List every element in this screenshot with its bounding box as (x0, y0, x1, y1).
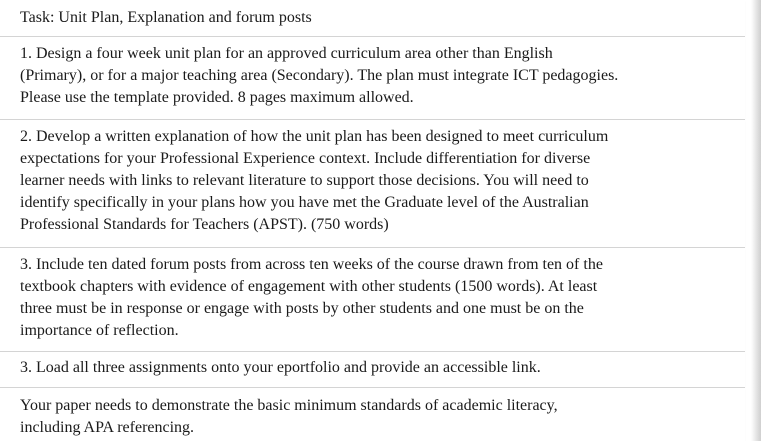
item-2-line-5: Professional Standards for Teachers (APST). (750 words) (20, 216, 389, 233)
item-4-line-1: 3. Load all three assignments onto your eportfolio and provide an accessible link. (20, 359, 541, 376)
item-2-line-4: identify specifically in your plans how you have met the Graduate level of the Australian (20, 194, 589, 211)
item-1-block (0, 37, 745, 120)
item-4-block (0, 352, 745, 388)
task-title: Task: Unit Plan, Explanation and forum posts (20, 9, 312, 26)
item-2-line-2: expectations for your Professional Experience context. Include differentiation for diverse (20, 150, 591, 167)
item-2-block (0, 120, 745, 248)
item-3-line-4: importance of reflection. (20, 322, 179, 339)
item-3-line-2: textbook chapters with evidence of engagement with other students (1500 words). At least (20, 278, 598, 295)
page-edge-shadow (751, 0, 761, 441)
closing-note-line-2: including APA referencing. (20, 419, 195, 436)
item-2-line-1: 2. Develop a written explanation of how the unit plan has been designed to meet curriculum (20, 128, 609, 145)
closing-note-block (0, 388, 745, 441)
closing-note-line-1: Your paper needs to demonstrate the basic minimum standards of academic literacy, (20, 397, 558, 414)
item-3-line-3: three must be in response or engage with posts by other students and one must be on the (20, 300, 584, 317)
item-1-line-1: 1. Design a four week unit plan for an approved curriculum area other than English (20, 45, 553, 62)
item-3-block (0, 248, 745, 352)
item-1-line-2: (Primary), or for a major teaching area (Secondary). The plan must integrate ICT pedagogies. (20, 67, 619, 84)
item-1-line-3: Please use the template provided. 8 pages maximum allowed. (20, 89, 414, 106)
task-title-block (0, 0, 745, 37)
item-2-line-3: learner needs with links to relevant literature to support those decisions. You will need to (20, 172, 589, 189)
item-3-line-1: 3. Include ten dated forum posts from across ten weeks of the course drawn from ten of the (20, 256, 603, 273)
